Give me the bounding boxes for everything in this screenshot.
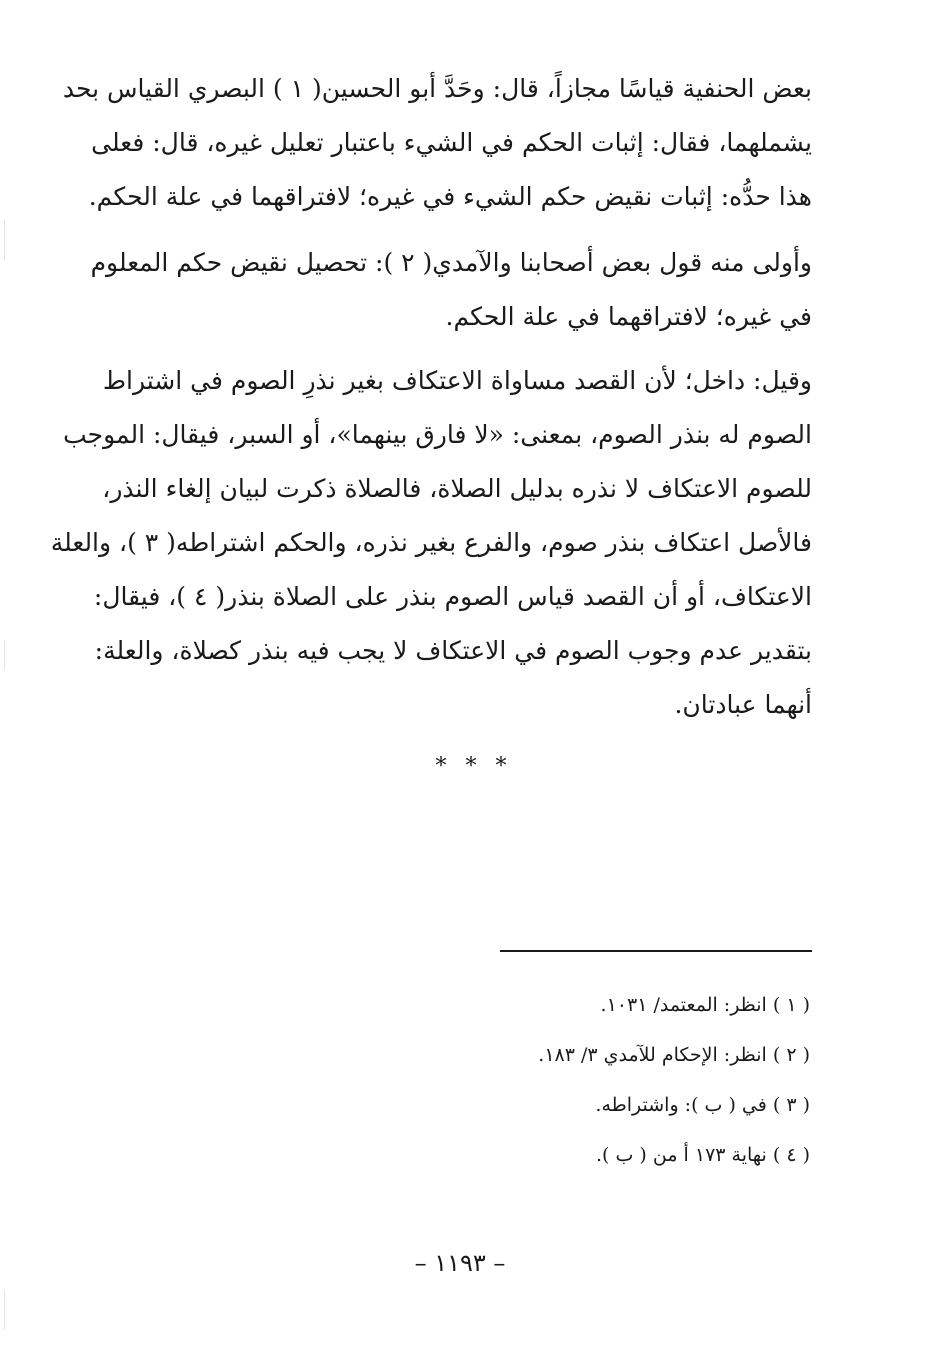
text-line: وقيل: داخل؛ لأن القصد مساواة الاعتكاف بغير نذرِ الصوم في اشتراط (102, 366, 812, 395)
paragraph-1 (62, 62, 812, 224)
footnote-2: ( ٢ ) انظر: الإحكام للآمدي ٣/ ١٨٣. (538, 1044, 810, 1066)
paragraph-3 (50, 354, 812, 732)
section-separator: * * * (435, 754, 513, 779)
scan-edge-mark (4, 220, 5, 260)
text-line: الاعتكاف، أو أن القصد قياس الصوم بنذر على الصلاة بنذر( ٤ )، فيقال: (93, 582, 812, 611)
text-line: للصوم الاعتكاف لا نذره بدليل الصلاة، فالصلاة ذكرت لبيان إلغاء النذر، (102, 474, 812, 503)
footnotes (82, 980, 810, 1180)
paragraph-2 (82, 236, 812, 344)
text-line: بعض الحنفية قياسًا مجازاً، قال: وحَدَّ أبو الحسين( ١ ) البصري القياس بحد (62, 74, 812, 103)
text-line: وأولى منه قول بعض أصحابنا والآمدي( ٢ ): تحصيل نقيض حكم المعلوم (90, 248, 812, 277)
text-line: أنهما عبادتان. (674, 690, 812, 719)
footnote-1: ( ١ ) انظر: المعتمد/ ١٠٣١. (600, 994, 810, 1016)
text-line: هذا حدُّه: إثبات نقيض حكم الشيء في غيره؛ لافتراقهما في علة الحكم. (88, 182, 812, 211)
text-line: في غيره؛ لافتراقهما في علة الحكم. (445, 302, 812, 331)
footnote-3: ( ٣ ) في ( ب ): واشتراطه. (595, 1094, 810, 1116)
text-line: الصوم له بنذر الصوم، بمعنى: «لا فارق بينهما»، أو السبر، فيقال: الموجب (63, 420, 812, 449)
page-number: – ١١٩٣ – (414, 1249, 506, 1277)
text-line: يشملهما، فقال: إثبات الحكم في الشيء باعتبار تعليل غيره، قال: فعلى (91, 128, 812, 157)
text-line: بتقدير عدم وجوب الصوم في الاعتكاف لا يجب فيه بنذر كصلاة، والعلة: (94, 636, 812, 665)
text-line: فالأصل اعتكاف بنذر صوم، والفرع بغير نذره، والحكم اشتراطه( ٣ )، والعلة (50, 528, 812, 557)
footnote-4: ( ٤ ) نهاية ١٧٣ أ من ( ب ). (595, 1144, 810, 1166)
scan-edge-mark (4, 1290, 5, 1330)
footnote-divider (500, 950, 812, 952)
scan-edge-mark (4, 640, 5, 670)
